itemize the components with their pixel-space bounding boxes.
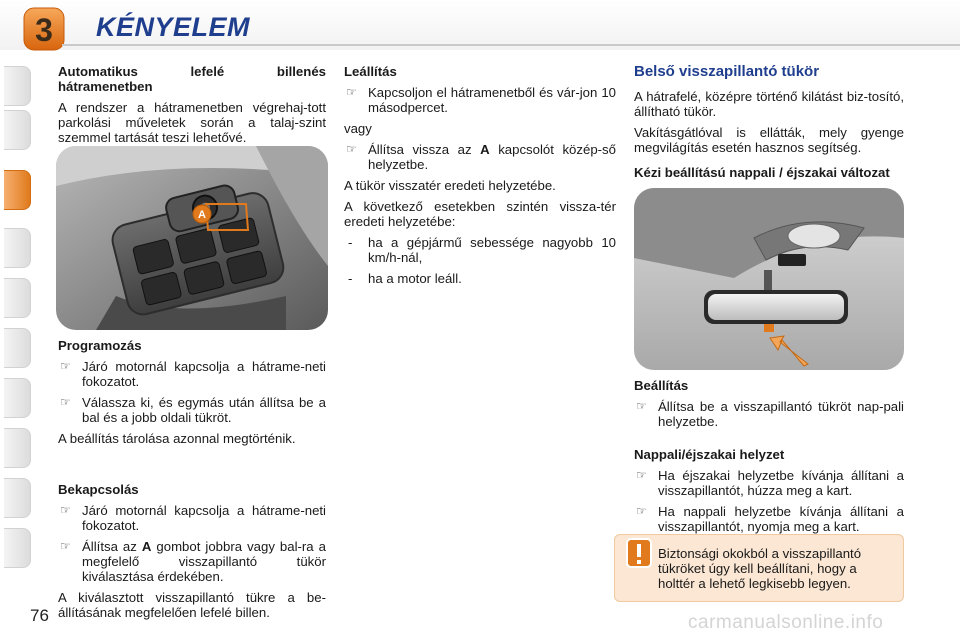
page-title: KÉNYELEM <box>96 12 251 42</box>
heading-auto-tilt: Automatikus lefelé billenés hátramenetben <box>58 64 326 94</box>
page-number: 76 <box>30 606 49 625</box>
chapter-badge <box>22 6 66 52</box>
chapter-tab[interactable] <box>4 110 31 150</box>
figure-mirror-switch-panel <box>56 146 328 330</box>
heading-day-night: Nappali/éjszakai helyzet <box>634 447 785 462</box>
pointing-hand-icon: ☞ <box>636 399 647 413</box>
paragraph: A következő esetekben szintén vissza-tér eredeti helyzetébe: <box>344 199 616 229</box>
chapter-tab[interactable] <box>4 478 31 518</box>
paragraph: A kiválasztott visszapillantó tükre a be-állításának megfelelően lefelé billen. <box>58 590 326 620</box>
list-item: - ha a motor leáll. <box>348 271 462 286</box>
list-item: ☞ Állítsa az A gombot jobbra vagy bal-ra a megfelelő visszapillantó tükör kiválasztása érdekében. <box>60 539 326 584</box>
column-left-lower <box>58 338 326 626</box>
paragraph: Vakításgátlóval is ellátták, mely gyenge megvilágítás esetén hasznos segítség. <box>634 125 904 155</box>
list-item: ☞ Ha nappali helyzetbe kívánja állítani a visszapillantót, nyomja meg a kart. <box>636 504 904 534</box>
header-rule <box>62 44 960 46</box>
heading-programming: Programozás <box>58 338 142 353</box>
list-item: ☞ Válassza ki, és egymás után állítsa be a bal és a jobb oldali tükröt. <box>60 395 326 425</box>
heading-manual-version: Kézi beállítású nappali / éjszakai változat <box>634 165 890 180</box>
pointing-hand-icon: ☞ <box>346 142 357 156</box>
paragraph: A beállítás tárolása azonnal megtörténik. <box>58 431 296 446</box>
column-left <box>58 64 326 151</box>
warning-text: Biztonsági okokból a visszapillantó tükröket úgy kell beállítani, hogy a holttér a lehető legkisebb legyen. <box>658 546 862 591</box>
figure-label-a: A <box>198 209 206 221</box>
heading-adjustment: Beállítás <box>634 378 689 393</box>
chapter-tab[interactable] <box>4 428 31 468</box>
chapter-tab[interactable] <box>4 66 31 106</box>
figure-interior-mirror <box>634 188 904 370</box>
section-title: Belső visszapillantó tükör <box>634 63 820 80</box>
or-text: vagy <box>344 121 372 136</box>
pointing-hand-icon: ☞ <box>60 503 71 517</box>
list-item: ☞ Állítsa vissza az A kapcsolót közép-ső helyzetbe. <box>346 142 616 172</box>
chapter-tab[interactable] <box>4 278 31 318</box>
chapter-tab-strip <box>0 58 34 588</box>
pointing-hand-icon: ☞ <box>346 85 357 99</box>
chapter-tab[interactable] <box>4 228 31 268</box>
list-item: ☞ Állítsa be a visszapillantó tükröt nap-pali helyzetbe. <box>636 399 904 429</box>
heading-deactivation: Leállítás <box>344 64 397 79</box>
chapter-number: 3 <box>35 12 53 48</box>
pointing-hand-icon: ☞ <box>60 539 71 553</box>
chapter-tab-active[interactable] <box>4 170 31 210</box>
warning-icon <box>626 538 652 568</box>
pointing-hand-icon: ☞ <box>60 395 71 409</box>
paragraph: A hátrafelé, középre történő kilátást biz-tosító, állítható tükör. <box>634 89 904 119</box>
paragraph: A rendszer a hátramenetben végrehaj-tott parkolási műveletek során a talaj-szint szemmel tartását teszi lehetővé. <box>58 100 326 145</box>
list-item: - ha a gépjármű sebessége nagyobb 10 km/h-nál, <box>348 235 616 265</box>
column-right <box>634 64 904 186</box>
list-item: ☞ Járó motornál kapcsolja a hátrame-neti fokozatot. <box>60 503 326 533</box>
chapter-tab[interactable] <box>4 328 31 368</box>
column-middle <box>344 64 616 292</box>
column-right-lower <box>634 378 904 540</box>
list-item: ☞ Ha éjszakai helyzetbe kívánja állítani a visszapillantót, húzza meg a kart. <box>636 468 904 498</box>
heading-activation: Bekapcsolás <box>58 482 139 497</box>
list-item: ☞ Járó motornál kapcsolja a hátrame-neti fokozatot. <box>60 359 326 389</box>
chapter-tab[interactable] <box>4 528 31 568</box>
pointing-hand-icon: ☞ <box>60 359 71 373</box>
list-item: ☞ Kapcsoljon el hátramenetből és vár-jon 10 másodpercet. <box>346 85 616 115</box>
pointing-hand-icon: ☞ <box>636 504 647 518</box>
chapter-tab[interactable] <box>4 378 31 418</box>
pointing-hand-icon: ☞ <box>636 468 647 482</box>
paragraph: A tükör visszatér eredeti helyzetébe. <box>344 178 556 193</box>
watermark: carmanualsonline.info <box>688 612 884 633</box>
